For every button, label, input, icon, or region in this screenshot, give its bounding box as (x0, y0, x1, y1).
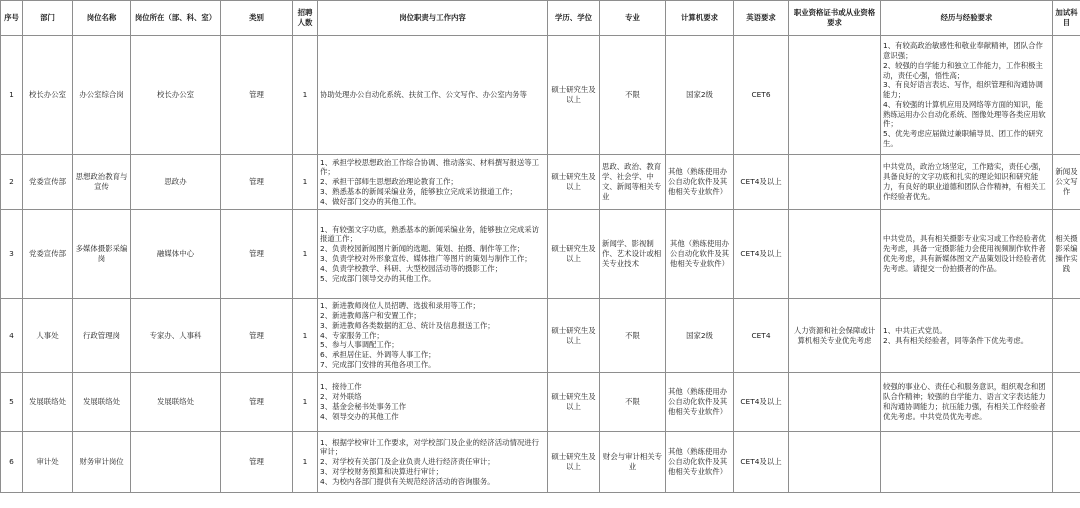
table-row (1, 432, 1080, 493)
cell-extra: 相关摄影采编操作实践 (1053, 210, 1080, 299)
cell-degree: 硕士研究生及以上 (548, 432, 600, 493)
cell-major: 新闻学、影视制作、艺术设计或相关专业技术 (600, 210, 666, 299)
cell-experience (881, 36, 1053, 155)
duty-line: 4、负责学校教学、科研、大型校园活动等的摄影工作； (320, 263, 503, 273)
cell-duties (318, 155, 548, 210)
duty-line: 4、领导交办的其他工作 (320, 411, 399, 421)
duty-line: 1、根据学校审计工作要求，对学校部门及企业的经济活动情况进行审计； (320, 437, 540, 457)
experience-line: 1、有较高政治敏感性和敬业奉献精神，团队合作意识强； (883, 41, 1043, 61)
cell-extra (1053, 432, 1080, 493)
header-computer: 计算机要求 (666, 1, 734, 36)
cell-position: 行政管理岗 (73, 299, 131, 373)
table-row (1, 210, 1080, 299)
cell-cert (789, 373, 881, 432)
header-english: 英语要求 (734, 1, 789, 36)
header-cert: 职业资格证书或从业资格要求 (789, 1, 881, 36)
duty-line: 1、承担学校思想政治工作综合协调、推动落实、材料撰写报送等工作； (320, 157, 540, 177)
duty-line: 4、做好部门交办的其他工作。 (320, 196, 421, 206)
cell-count: 1 (293, 299, 318, 373)
cell-location: 思政办 (131, 155, 221, 210)
cell-major: 财会与审计相关专业 (600, 432, 666, 493)
header-position: 岗位名称 (73, 1, 131, 36)
table-row (1, 373, 1080, 432)
cell-computer: 国家2级 (666, 36, 734, 155)
header-extra: 加试科目 (1053, 1, 1080, 36)
cell-location: 专家办、人事科 (131, 299, 221, 373)
cell-category: 管理 (221, 210, 293, 299)
cell-major: 不限 (600, 299, 666, 373)
cell-experience (881, 155, 1053, 210)
header-location: 岗位所在（部、科、室） (131, 1, 221, 36)
experience-line: 3、有良好语言表达、写作，组织管理和沟通协调能力； (883, 80, 1043, 100)
header-dept: 部门 (23, 1, 73, 36)
cell-count: 1 (293, 36, 318, 155)
cell-experience (881, 299, 1053, 373)
cell-degree: 硕士研究生及以上 (548, 36, 600, 155)
cell-english: CET4及以上 (734, 432, 789, 493)
cell-major: 不限 (600, 373, 666, 432)
duty-line: 3、对学校财务预算和决算进行审计； (320, 466, 443, 476)
cell-major: 不限 (600, 36, 666, 155)
cell-position: 思想政治教育与宣传 (73, 155, 131, 210)
cell-cert (789, 155, 881, 210)
cell-english: CET6 (734, 36, 789, 155)
duty-line: 3、基金会秘书处事务工作 (320, 402, 407, 411)
cell-computer: 其他（熟练使用办公自动化软件及其他相关专业软件） (666, 155, 734, 210)
duty-line: 3、负责学校对外形象宣传、媒体推广等图片的策划与制作工作； (320, 254, 532, 263)
cell-duties (318, 36, 548, 155)
cell-degree: 硕士研究生及以上 (548, 155, 600, 210)
cell-extra: 新闻及公文写作 (1053, 155, 1080, 210)
cell-duties (318, 373, 548, 432)
header-major: 专业 (600, 1, 666, 36)
duty-line: 7、完成部门安排的其他各项工作。 (320, 359, 436, 369)
experience-line: 中共党员，具有相关摄影专业实习或工作经验者优先考虑，具备一定摄影能力会使用视频制作软件者优先考虑，具有新媒体图文产品策划设计经验者优先考虑。请提交一份拍摄者的作品。 (883, 234, 1046, 273)
experience-line: 较强的事业心、责任心和服务意识，组织观念和团队合作精神；较强的自学能力、语言文字表达能力和沟通协调能力；抗压能力强，有相关工作经验者优先考虑。中共党员优先考虑。 (883, 382, 1046, 421)
duty-line: 2、负责校园新闻图片新闻的选题、策划、拍摄、制作等工作； (320, 244, 525, 254)
cell-dept: 人事处 (23, 299, 73, 373)
cell-major: 思政、政治、教育学、社会学、中文、新闻等相关专业 (600, 155, 666, 210)
cell-seq: 5 (1, 373, 23, 432)
cell-english: CET4 (734, 299, 789, 373)
cell-computer: 国家2级 (666, 299, 734, 373)
duty-line: 协助处理办公自动化系统、扶贫工作、公文写作、办公室内务等 (320, 90, 527, 100)
cell-count: 1 (293, 210, 318, 299)
table-row (1, 155, 1080, 210)
cell-position: 财务审计岗位 (73, 432, 131, 493)
cell-position: 办公室综合岗 (73, 36, 131, 155)
experience-line: 1、中共正式党员。 (883, 325, 947, 335)
duty-line: 2、新进教师落户和安置工作； (320, 311, 421, 321)
duty-line: 1、有较强文字功底，熟悉基本的新闻采编业务，能够独立完成采访报道工作； (320, 224, 540, 244)
cell-degree: 硕士研究生及以上 (548, 299, 600, 373)
cell-degree: 硕士研究生及以上 (548, 373, 600, 432)
cell-category: 管理 (221, 299, 293, 373)
header-row (1, 1, 1080, 36)
experience-line: 4、有较强的计算机应用及网络等方面的知识，能熟练运用办公自动化系统、图像处理等各类应用软件； (883, 99, 1046, 129)
cell-location: 校长办公室 (131, 36, 221, 155)
cell-english: CET4及以上 (734, 210, 789, 299)
cell-category: 管理 (221, 36, 293, 155)
cell-dept: 校长办公室 (23, 36, 73, 155)
cell-computer: 其他（熟练使用办公自动化软件及其他相关专业软件） (666, 210, 734, 299)
cell-count: 1 (293, 373, 318, 432)
duty-line: 4、专家服务工作； (320, 330, 384, 340)
header-category: 类别 (221, 1, 293, 36)
experience-line: 2、较强的自学能力和独立工作能力，工作积极主动，责任心强，悟性高； (883, 60, 1043, 80)
cell-cert (789, 210, 881, 299)
cell-seq: 2 (1, 155, 23, 210)
cell-location: 发展联络处 (131, 373, 221, 432)
cell-duties (318, 299, 548, 373)
cell-extra (1053, 373, 1080, 432)
duty-line: 2、对外联络 (320, 392, 362, 402)
cell-category: 管理 (221, 155, 293, 210)
table-row (1, 299, 1080, 373)
header-degree: 学历、学位 (548, 1, 600, 36)
duty-line: 1、接待工作 (320, 382, 362, 392)
cell-english: CET4及以上 (734, 155, 789, 210)
cell-position: 多媒体摄影采编岗 (73, 210, 131, 299)
duty-line: 4、为校内各部门提供有关规范经济活动的咨询服务。 (320, 476, 495, 486)
duty-line: 1、新进教师岗位人员招聘、选拔和录用等工作； (320, 301, 480, 311)
cell-computer: 其他（熟练使用办公自动化软件及其他相关专业软件） (666, 373, 734, 432)
experience-line: 中共党员，政治立场坚定，工作踏实，责任心强，具备良好的文字功底和扎实的理论知识和研究能力，有良好的职业道德和团队合作精神，有相关工作经验者优先。 (883, 162, 1046, 201)
duty-line: 5、参与人事调配工作； (320, 340, 399, 350)
cell-cert (789, 432, 881, 493)
cell-position: 发展联络处 (73, 373, 131, 432)
duty-line: 2、承担干部师生思想政治理论教育工作； (320, 177, 458, 187)
duty-line: 3、熟悉基本的新闻采编业务，能够独立完成采访报道工作； (320, 186, 517, 196)
header-duties: 岗位职责与工作内容 (318, 1, 548, 36)
duty-line: 2、对学校有关部门及企业负责人进行经济责任审计； (320, 457, 495, 467)
cell-experience (881, 432, 1053, 493)
table-row (1, 36, 1080, 155)
cell-experience (881, 373, 1053, 432)
cell-extra (1053, 36, 1080, 155)
header-experience: 经历与经验要求 (881, 1, 1053, 36)
cell-dept: 审计处 (23, 432, 73, 493)
cell-cert (789, 36, 881, 155)
cell-category: 管理 (221, 432, 293, 493)
cell-dept: 党委宣传部 (23, 210, 73, 299)
cell-dept: 发展联络处 (23, 373, 73, 432)
cell-extra (1053, 299, 1080, 373)
cell-seq: 6 (1, 432, 23, 493)
experience-line: 5、优先考虑应届做过兼职辅导员、团工作的研究生。 (883, 129, 1043, 148)
cell-duties (318, 210, 548, 299)
cell-count: 1 (293, 432, 318, 493)
experience-line: 2、具有相关经验者，同等条件下优先考虑。 (883, 335, 1029, 345)
cell-experience (881, 210, 1053, 299)
table-body (1, 36, 1080, 493)
cell-dept: 党委宣传部 (23, 155, 73, 210)
duty-line: 6、承担居住证、外调等人事工作； (320, 350, 436, 360)
duty-line: 5、完成部门领导交办的其他工作。 (320, 273, 436, 283)
header-count: 招聘人数 (293, 1, 318, 36)
cell-cert: 人力资源和社会保障或计算机相关专业优先考虑 (789, 299, 881, 373)
cell-seq: 1 (1, 36, 23, 155)
cell-duties (318, 432, 548, 493)
cell-seq: 3 (1, 210, 23, 299)
cell-count: 1 (293, 155, 318, 210)
cell-seq: 4 (1, 299, 23, 373)
cell-english: CET4及以上 (734, 373, 789, 432)
cell-location: 融媒体中心 (131, 210, 221, 299)
header-seq: 序号 (1, 1, 23, 36)
cell-computer: 其他（熟练使用办公自动化软件及其他相关专业软件） (666, 432, 734, 493)
cell-location (131, 432, 221, 493)
cell-category: 管理 (221, 373, 293, 432)
duty-line: 3、新进教师各类数据的汇总、统计及信息报送工作； (320, 320, 495, 330)
cell-degree: 硕士研究生及以上 (548, 210, 600, 299)
